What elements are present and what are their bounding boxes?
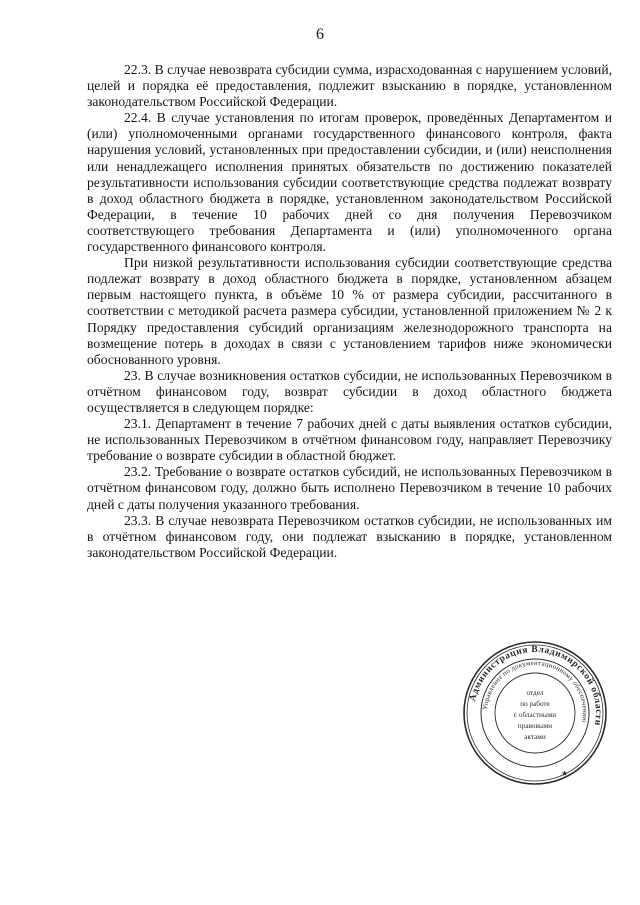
official-stamp: [462, 640, 608, 786]
stamp-star-icon: ★: [561, 769, 569, 778]
paragraph-23-1: 23.1. Департамент в течение 7 рабочих дней с даты выявления остатков субсидии, не использованных Перевозчиком в отчётном финансовом году, направляет Перевозчику требование о возврате субсидии в областной бюджет.: [87, 416, 612, 464]
paragraph-23-2: 23.2. Требование о возврате остатков субсидий, не использованных Перевозчиком в отчётном финансовом году, должно быть исполнено Перевозчиком в течение 10 рабочих дней с даты получения указанного требования.: [87, 464, 612, 512]
document-body: [87, 62, 612, 561]
paragraph-23-3: 23.3. В случае невозврата Перевозчиком остатков субсидии, не использованных им в отчётном финансовом году, они подлежат взысканию в порядке, установленном законодательством Российской Федерации.: [87, 512, 612, 560]
stamp-center-line: с областными: [513, 711, 557, 719]
paragraph-22-4: 22.4. В случае установления по итогам проверок, проведённых Департаментом и (или) уполномоченными органами государственного финансового контроля, факта нарушения условий, установленных при предоставлении субсидии, и (или) неисполнения или ненадлежащего исполнения принятых обязательств по достижению показателей результативности использования субсидии соответствующие средства подлежат возврату в доход областного бюджета в порядке, установленном законодательством Российской Федерации, в течение 10 рабочих дней со дня получения Перевозчиком соответствующего требования Департамента и (или) уполномоченного органа государственного финансового контроля.: [87, 110, 612, 255]
stamp-outer-text: Администрация Владимирской области: [468, 644, 604, 727]
stamp-center-line: актами: [524, 733, 546, 741]
paragraph-low-effectiveness: При низкой результативности использования субсидии соответствующие средства подлежат возврату в доход областного бюджета в порядке, установленном абзацем первым настоящего пункта, в объёме 10 % от размера субсидии, рассчитанного в соответствии с методикой расчета размера субсидии, установленной приложением № 2 к Порядку предоставления субсидий организациям железнодорожного транспорта на возмещение потерь в доходах в связи с установлением тарифов ниже экономически обоснованного уровня.: [87, 255, 612, 367]
paragraph-23: 23. В случае возникновения остатков субсидии, не использованных Перевозчиком в отчётном финансовом году, возврат субсидии в доход областного бюджета осуществляется в следующем порядке:: [87, 367, 612, 415]
stamp-center-line: отдел: [526, 689, 544, 697]
stamp-center-line: по работе: [520, 700, 550, 708]
stamp-inner-ring-text: Управление по документационному обеспечению: [482, 659, 589, 723]
stamp-center-line: правовыми: [517, 722, 553, 730]
paragraph-22-3: 22.3. В случае невозврата субсидии сумма, израсходованная с нарушением условий, целей и порядка её предоставления, подлежит взысканию в порядке, установленном законодательством Российской Федерации.: [87, 62, 612, 110]
page-number: 6: [316, 26, 324, 43]
